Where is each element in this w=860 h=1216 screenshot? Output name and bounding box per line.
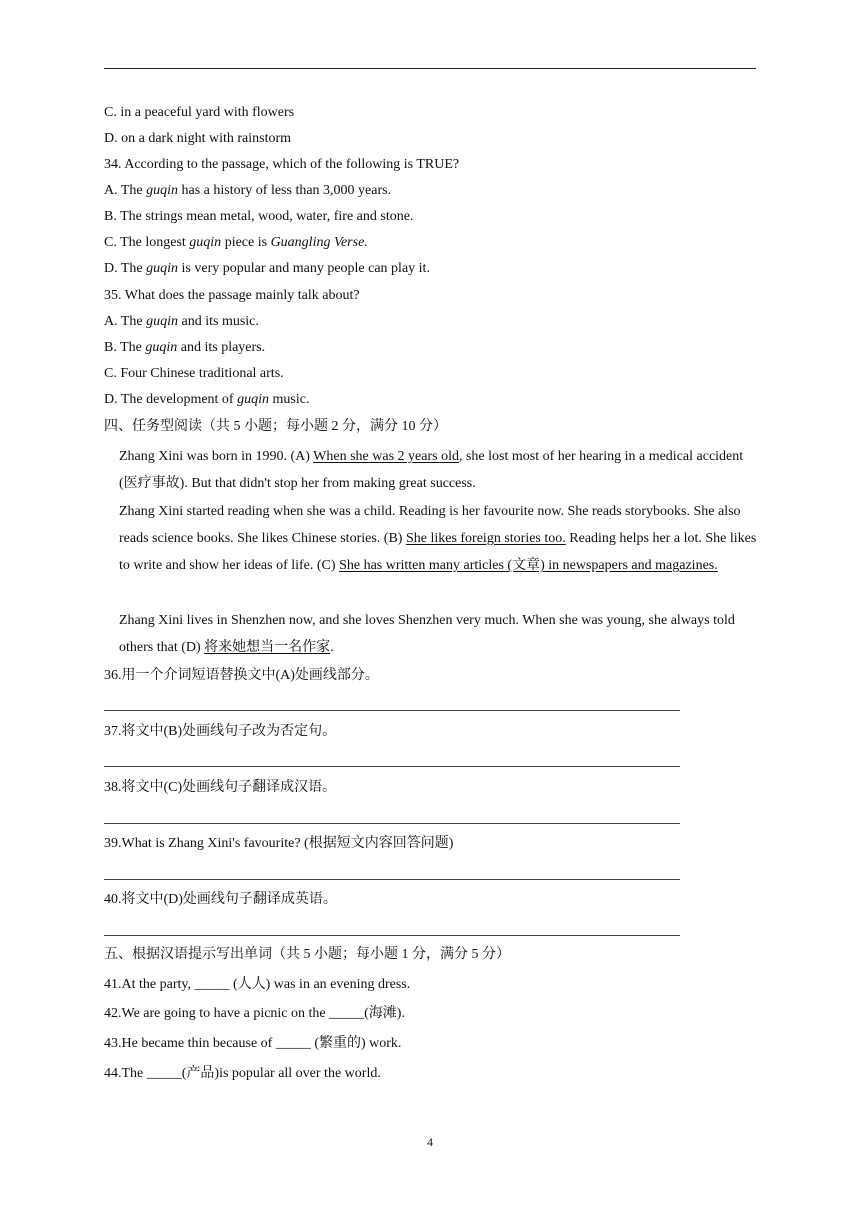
q43-item: 43.He became thin because of _____ (繁重的) work.	[104, 1036, 402, 1051]
q34-option-a: A. The guqin has a history of less than 3,000 years.	[104, 183, 392, 198]
q40-prompt: 40.将文中(D)处画线句子翻译成英语。	[104, 892, 337, 907]
q38-answer-line	[104, 823, 680, 824]
q38-prompt: 38.将文中(C)处画线句子翻译成汉语。	[104, 780, 337, 795]
passage-paragraph-1: Zhang Xini was born in 1990. (A) When she was 2 years old, she lost most of her hearing in a medical accident (医疗事故). But that didn't stop her from making great success.	[119, 449, 744, 491]
q35-option-c: C. Four Chinese traditional arts.	[104, 366, 284, 381]
q34-stem: 34. According to the passage, which of the following is TRUE?	[104, 157, 460, 172]
q36-prompt: 36.用一个介词短语替换文中(A)处画线部分。	[104, 668, 379, 683]
q34-option-b: B. The strings mean metal, wood, water, fire and stone.	[104, 209, 414, 224]
q37-prompt: 37.将文中(B)处画线句子改为否定句。	[104, 724, 337, 739]
header-rule	[104, 68, 756, 69]
q35-option-b: B. The guqin and its players.	[104, 340, 266, 355]
q39-prompt: 39.What is Zhang Xini's favourite? (根据短文内容回答问题)	[104, 836, 454, 851]
passage-paragraph-3: Zhang Xini lives in Shenzhen now, and she loves Shenzhen very much. When she was young, she always told others that (D) 将来她想当一名作家.	[119, 613, 735, 655]
q39-answer-line	[104, 879, 680, 880]
q35-option-d: D. The development of guqin music.	[104, 392, 310, 407]
section5-heading: 五、根据汉语提示写出单词（共 5 小题；每小题 1 分，满分 5 分）	[104, 947, 510, 962]
q41-item: 41.At the party, _____ (人人) was in an evening dress.	[104, 977, 411, 992]
q36-answer-line	[104, 710, 680, 711]
q35-option-a: A. The guqin and its music.	[104, 314, 259, 329]
q37-answer-line	[104, 766, 680, 767]
page-number: 4	[427, 1135, 433, 1149]
q40-answer-line	[104, 935, 680, 936]
q35-stem: 35. What does the passage mainly talk about?	[104, 288, 360, 303]
q42-item: 42.We are going to have a picnic on the _____(海滩).	[104, 1006, 405, 1021]
q33-option-c: C. in a peaceful yard with flowers	[104, 105, 295, 120]
q34-option-c: C. The longest guqin piece is Guangling Verse.	[104, 235, 368, 250]
q44-item: 44.The _____(产品)is popular all over the world.	[104, 1066, 381, 1081]
passage-paragraph-2: Zhang Xini started reading when she was a child. Reading is her favourite now. She reads storybooks. She also reads science books. She likes Chinese stories. (B) She likes foreign stories too. Reading helps her a lot. She likes to write and show her ideas of life. (C) She has written many articles (文章) in newspapers and magazines.	[119, 504, 757, 573]
q33-option-d: D. on a dark night with rainstorm	[104, 131, 292, 146]
section4-heading: 四、任务型阅读（共 5 小题；每小题 2 分，满分 10 分）	[104, 419, 447, 434]
q34-option-d: D. The guqin is very popular and many people can play it.	[104, 261, 430, 276]
